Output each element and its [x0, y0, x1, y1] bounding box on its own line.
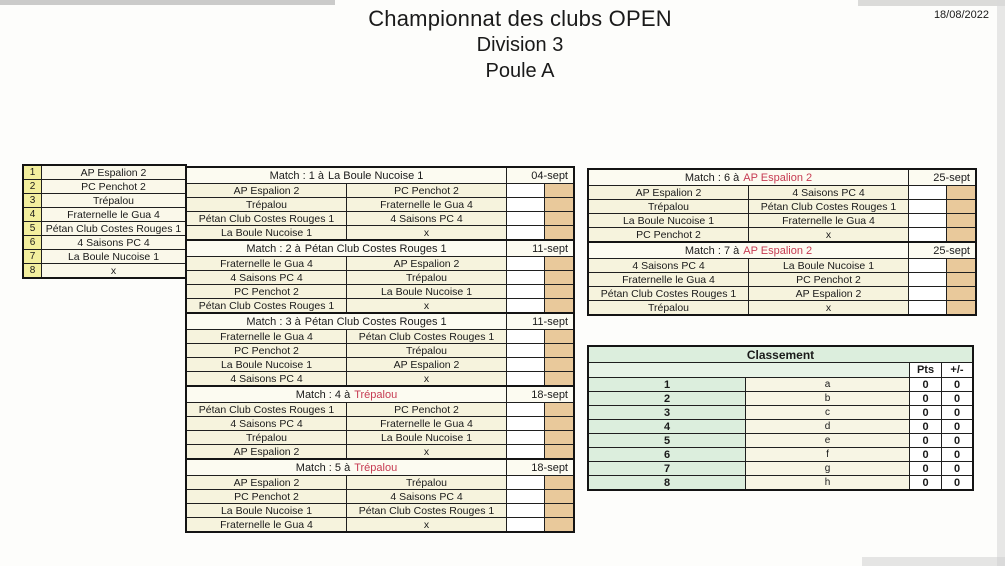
bonus-cell [545, 372, 573, 385]
score-cell [507, 403, 544, 416]
rank-cell: 6 [589, 448, 745, 461]
match-venue: Trépalou [354, 388, 398, 401]
poule-subtitle: Poule A [485, 60, 555, 82]
match-date: 18-sept [507, 387, 573, 402]
team-list [22, 164, 187, 279]
diff-cell: 0 [942, 392, 972, 405]
score-cell [507, 490, 544, 503]
letter-cell: b [746, 392, 909, 405]
home-team-cell: La Boule Nucoise 1 [187, 504, 346, 517]
pts-cell: 0 [910, 462, 941, 475]
away-team-cell: 4 Saisons PC 4 [347, 212, 506, 225]
away-team-cell: x [749, 301, 908, 314]
home-team-cell: PC Penchot 2 [187, 344, 346, 357]
score-cell [507, 504, 544, 517]
bonus-cell [947, 200, 975, 213]
away-team-cell: 4 Saisons PC 4 [749, 186, 908, 199]
team-list-number: 7 [24, 250, 41, 263]
home-team-cell: Fraternelle le Gua 4 [187, 518, 346, 531]
bonus-cell [545, 299, 573, 312]
pts-cell: 0 [910, 434, 941, 447]
match-5-title [187, 460, 506, 475]
rank-cell: 5 [589, 434, 745, 447]
diff-cell: 0 [942, 406, 972, 419]
letter-cell: h [746, 476, 909, 489]
away-team-cell: Trépalou [347, 476, 506, 489]
diff-cell: 0 [942, 420, 972, 433]
print-date: 18/08/2022 [933, 9, 989, 21]
score-cell [507, 198, 544, 211]
score-cell [909, 214, 946, 227]
bonus-cell [947, 287, 975, 300]
match-title-prefix: Match : 6 à [684, 171, 740, 184]
home-team-cell: Pétan Club Costes Rouges 1 [187, 299, 346, 312]
match-title-prefix: Match : 2 à [246, 242, 301, 255]
bonus-cell [545, 417, 573, 430]
away-team-cell: Fraternelle le Gua 4 [749, 214, 908, 227]
score-cell [507, 285, 544, 298]
score-cell [507, 330, 544, 343]
team-list-number: 6 [24, 236, 41, 249]
bonus-cell [947, 301, 975, 314]
match-venue: Trépalou [354, 461, 398, 474]
pts-cell: 0 [910, 448, 941, 461]
match-date: 18-sept [507, 460, 573, 475]
score-cell [507, 431, 544, 444]
rank-cell: 1 [589, 378, 745, 391]
home-team-cell: La Boule Nucoise 1 [187, 358, 346, 371]
match-table-3 [185, 312, 575, 387]
scan-artifact-bottom-right [862, 557, 1005, 566]
away-team-cell: x [347, 226, 506, 239]
score-cell [507, 271, 544, 284]
scan-artifact-right-edge [997, 0, 1005, 566]
page-header [250, 5, 790, 84]
match-venue: AP Espalion 2 [743, 171, 813, 184]
home-team-cell: Trépalou [187, 198, 346, 211]
bonus-cell [947, 186, 975, 199]
away-team-cell: PC Penchot 2 [347, 403, 506, 416]
team-list-name: 4 Saisons PC 4 [42, 236, 185, 249]
away-team-cell: PC Penchot 2 [749, 273, 908, 286]
away-team-cell: Trépalou [347, 344, 506, 357]
score-cell [909, 200, 946, 213]
away-team-cell: AP Espalion 2 [347, 358, 506, 371]
bonus-cell [545, 431, 573, 444]
home-team-cell: AP Espalion 2 [187, 476, 346, 489]
away-team-cell: AP Espalion 2 [749, 287, 908, 300]
pts-cell: 0 [910, 378, 941, 391]
bonus-cell [545, 285, 573, 298]
team-list-name: Fraternelle le Gua 4 [42, 208, 185, 221]
bonus-cell [947, 228, 975, 241]
away-team-cell: x [347, 299, 506, 312]
home-team-cell: 4 Saisons PC 4 [187, 271, 346, 284]
away-team-cell: La Boule Nucoise 1 [347, 431, 506, 444]
home-team-cell: 4 Saisons PC 4 [187, 372, 346, 385]
match-date: 04-sept [507, 168, 573, 183]
away-team-cell: Fraternelle le Gua 4 [347, 198, 506, 211]
home-team-cell: PC Penchot 2 [187, 490, 346, 503]
matches-left-column [185, 166, 575, 533]
score-cell [909, 186, 946, 199]
bonus-cell [545, 518, 573, 531]
bonus-cell [545, 226, 573, 239]
match-3-title [187, 314, 506, 329]
home-team-cell: Fraternelle le Gua 4 [589, 273, 748, 286]
score-cell [507, 257, 544, 270]
letter-cell: e [746, 434, 909, 447]
page-title: Championnat des clubs OPEN [368, 6, 672, 31]
rank-cell: 8 [589, 476, 745, 489]
score-cell [909, 301, 946, 314]
home-team-cell: AP Espalion 2 [187, 184, 346, 197]
classement-title: Classement [589, 347, 972, 362]
rank-cell: 3 [589, 406, 745, 419]
rank-cell: 2 [589, 392, 745, 405]
match-venue: La Boule Nucoise 1 [328, 169, 424, 182]
score-cell [909, 259, 946, 272]
score-cell [507, 518, 544, 531]
match-title-prefix: Match : 7 à [684, 244, 740, 257]
match-table-2 [185, 239, 575, 314]
pts-cell: 0 [910, 392, 941, 405]
home-team-cell: Pétan Club Costes Rouges 1 [187, 212, 346, 225]
pts-column-header: Pts [910, 363, 941, 377]
pts-cell: 0 [910, 420, 941, 433]
score-cell [507, 445, 544, 458]
bonus-cell [545, 490, 573, 503]
score-cell [507, 372, 544, 385]
match-venue: Pétan Club Costes Rouges 1 [304, 242, 447, 255]
team-list-name: Pétan Club Costes Rouges 1 [42, 222, 185, 235]
score-cell [507, 417, 544, 430]
match-1-title [187, 168, 506, 183]
diff-cell: 0 [942, 434, 972, 447]
away-team-cell: Pétan Club Costes Rouges 1 [749, 200, 908, 213]
score-cell [507, 212, 544, 225]
score-cell [507, 344, 544, 357]
team-list-number: 3 [24, 194, 41, 207]
team-list-number: 5 [24, 222, 41, 235]
score-cell [909, 287, 946, 300]
away-team-cell: x [347, 445, 506, 458]
match-title-prefix: Match : 4 à [295, 388, 351, 401]
bonus-cell [545, 344, 573, 357]
scan-artifact-top-right [858, 0, 1005, 6]
letter-cell: f [746, 448, 909, 461]
match-date: 25-sept [909, 170, 975, 185]
match-title-prefix: Match : 1 à [269, 169, 324, 182]
match-4-title [187, 387, 506, 402]
bonus-cell [545, 271, 573, 284]
bonus-cell [545, 476, 573, 489]
score-cell [507, 358, 544, 371]
score-cell [507, 299, 544, 312]
away-team-cell: Pétan Club Costes Rouges 1 [347, 330, 506, 343]
score-cell [909, 273, 946, 286]
match-6-title [589, 170, 908, 185]
home-team-cell: Trépalou [589, 200, 748, 213]
match-venue: Pétan Club Costes Rouges 1 [304, 315, 447, 328]
home-team-cell: Fraternelle le Gua 4 [187, 257, 346, 270]
team-list-name: PC Penchot 2 [42, 180, 185, 193]
home-team-cell: Trépalou [187, 431, 346, 444]
team-list-name: La Boule Nucoise 1 [42, 250, 185, 263]
letter-cell: c [746, 406, 909, 419]
bonus-cell [545, 184, 573, 197]
home-team-cell: PC Penchot 2 [589, 228, 748, 241]
rank-cell: 7 [589, 462, 745, 475]
bonus-cell [947, 273, 975, 286]
home-team-cell: AP Espalion 2 [187, 445, 346, 458]
team-list-number: 8 [24, 264, 41, 277]
home-team-cell: Pétan Club Costes Rouges 1 [187, 403, 346, 416]
division-subtitle: Division 3 [476, 34, 564, 56]
away-team-cell: Fraternelle le Gua 4 [347, 417, 506, 430]
rank-cell: 4 [589, 420, 745, 433]
bonus-cell [545, 358, 573, 371]
away-team-cell: La Boule Nucoise 1 [749, 259, 908, 272]
home-team-cell: La Boule Nucoise 1 [187, 226, 346, 239]
classement-sub-empty [589, 363, 909, 377]
bonus-cell [545, 198, 573, 211]
team-list-name: x [42, 264, 185, 277]
diff-cell: 0 [942, 378, 972, 391]
match-table-4 [185, 385, 575, 460]
classement-table [587, 345, 974, 491]
letter-cell: g [746, 462, 909, 475]
away-team-cell: x [749, 228, 908, 241]
score-cell [507, 226, 544, 239]
score-cell [909, 228, 946, 241]
letter-cell: d [746, 420, 909, 433]
away-team-cell: PC Penchot 2 [347, 184, 506, 197]
score-cell [507, 184, 544, 197]
match-date: 25-sept [909, 243, 975, 258]
bonus-cell [545, 212, 573, 225]
bonus-cell [947, 259, 975, 272]
match-table-1 [185, 166, 575, 241]
score-cell [507, 476, 544, 489]
home-team-cell: AP Espalion 2 [589, 186, 748, 199]
away-team-cell: AP Espalion 2 [347, 257, 506, 270]
home-team-cell: Fraternelle le Gua 4 [187, 330, 346, 343]
away-team-cell: Pétan Club Costes Rouges 1 [347, 504, 506, 517]
diff-cell: 0 [942, 448, 972, 461]
match-table-7 [587, 241, 977, 316]
team-list-name: AP Espalion 2 [42, 166, 185, 179]
home-team-cell: 4 Saisons PC 4 [187, 417, 346, 430]
away-team-cell: x [347, 372, 506, 385]
home-team-cell: Trépalou [589, 301, 748, 314]
pts-cell: 0 [910, 406, 941, 419]
match-title-prefix: Match : 3 à [246, 315, 301, 328]
pts-cell: 0 [910, 476, 941, 489]
match-table-5 [185, 458, 575, 533]
team-list-number: 2 [24, 180, 41, 193]
bonus-cell [545, 445, 573, 458]
bonus-cell [545, 257, 573, 270]
bonus-cell [545, 330, 573, 343]
letter-cell: a [746, 378, 909, 391]
bonus-cell [947, 214, 975, 227]
bonus-cell [545, 504, 573, 517]
bonus-cell [545, 403, 573, 416]
diff-cell: 0 [942, 476, 972, 489]
away-team-cell: 4 Saisons PC 4 [347, 490, 506, 503]
home-team-cell: La Boule Nucoise 1 [589, 214, 748, 227]
match-7-title [589, 243, 908, 258]
team-list-number: 4 [24, 208, 41, 221]
home-team-cell: Pétan Club Costes Rouges 1 [589, 287, 748, 300]
matches-right-column [587, 168, 977, 316]
away-team-cell: Trépalou [347, 271, 506, 284]
team-list-number: 1 [24, 166, 41, 179]
team-list-name: Trépalou [42, 194, 185, 207]
away-team-cell: x [347, 518, 506, 531]
match-2-title [187, 241, 506, 256]
diff-column-header: +/- [942, 363, 972, 377]
match-date: 11-sept [507, 314, 573, 329]
match-title-prefix: Match : 5 à [295, 461, 351, 474]
home-team-cell: 4 Saisons PC 4 [589, 259, 748, 272]
home-team-cell: PC Penchot 2 [187, 285, 346, 298]
match-date: 11-sept [507, 241, 573, 256]
diff-cell: 0 [942, 462, 972, 475]
away-team-cell: La Boule Nucoise 1 [347, 285, 506, 298]
match-table-6 [587, 168, 977, 243]
match-venue: AP Espalion 2 [743, 244, 813, 257]
